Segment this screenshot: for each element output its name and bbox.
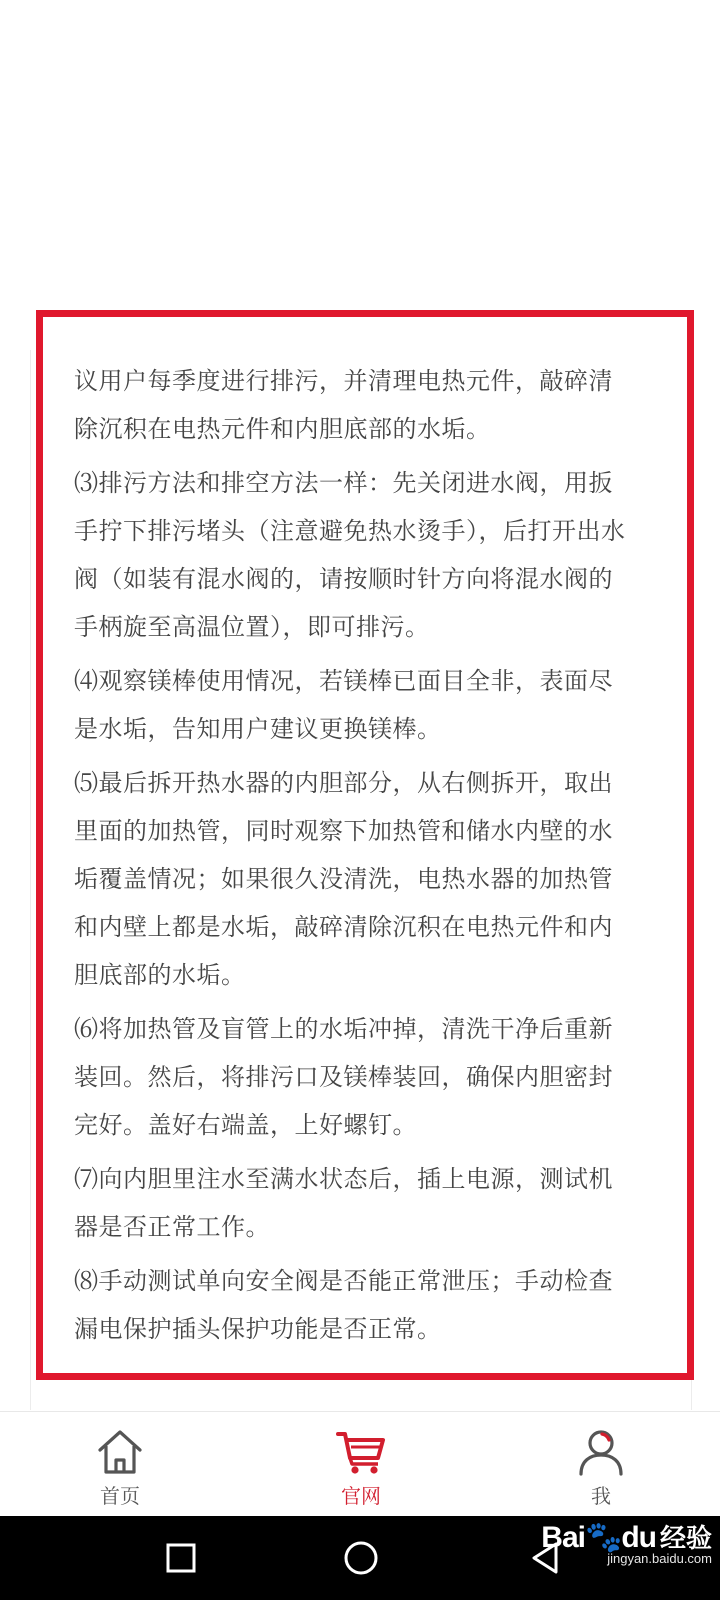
recent-apps-button[interactable] bbox=[161, 1538, 201, 1578]
top-blank-area bbox=[0, 0, 720, 308]
tab-official-site-label: 官网 bbox=[341, 1484, 381, 1508]
baidu-jingyan-watermark bbox=[541, 1518, 712, 1566]
home-button[interactable] bbox=[341, 1538, 381, 1578]
article-paragraph: ⑺向内胆里注水至满水状态后，插上电源，测试机器是否正常工作。 bbox=[74, 1165, 613, 1241]
bottom-tab-bar bbox=[0, 1411, 720, 1516]
paw-icon: 🐾 bbox=[584, 1521, 622, 1554]
article-paragraph: ⑻手动测试单向安全阀是否能正常泄压；手动检查漏电保护插头保护功能是否正常。 bbox=[74, 1267, 613, 1343]
highlight-box bbox=[36, 310, 694, 1380]
system-navigation-bar bbox=[0, 1516, 720, 1600]
tab-official-site[interactable] bbox=[301, 1412, 421, 1516]
tab-me[interactable] bbox=[541, 1412, 661, 1516]
article-paragraph: 议用户每季度进行排污，并清理电热元件，敲碎清除沉积在电热元件和内胆底部的水垢。 bbox=[74, 367, 613, 443]
tab-home-label: 首页 bbox=[100, 1484, 140, 1508]
article-paragraph: ⑷观察镁棒使用情况，若镁棒已面目全非，表面尽是水垢，告知用户建议更换镁棒。 bbox=[74, 667, 613, 743]
watermark-url: jingyan.baidu.com bbox=[607, 1551, 712, 1566]
tab-home[interactable] bbox=[60, 1412, 180, 1516]
article-body bbox=[74, 357, 634, 1359]
article-paragraph: ⑸最后拆开热水器的内胆部分，从右侧拆开，取出里面的加热管，同时观察下加热管和储水内壁的水垢覆盖情况；如果很久没清洗，电热水器的加热管和内壁上都是水垢，敲碎清除沉积在电热元件和内胆底部的水垢。 bbox=[74, 769, 613, 989]
user-icon bbox=[576, 1428, 626, 1476]
watermark-logo: Bai🐾du bbox=[541, 1521, 656, 1554]
article-paragraph: ⑶排污方法和排空方法一样：先关闭进水阀，用扳手拧下排污堵头（注意避免热水烫手），后打开出水阀（如装有混水阀的，请按顺时针方向将混水阀的手柄旋至高温位置），即可排污。 bbox=[74, 469, 626, 641]
home-icon bbox=[95, 1428, 145, 1476]
cart-icon bbox=[336, 1428, 386, 1476]
article-paragraph: ⑹将加热管及盲管上的水垢冲掉，清洗干净后重新装回。然后，将排污口及镁棒装回，确保内胆密封完好。盖好右端盖，上好螺钉。 bbox=[74, 1015, 613, 1139]
tab-me-label: 我 bbox=[591, 1484, 611, 1508]
watermark-brand: 经验 bbox=[659, 1523, 712, 1553]
